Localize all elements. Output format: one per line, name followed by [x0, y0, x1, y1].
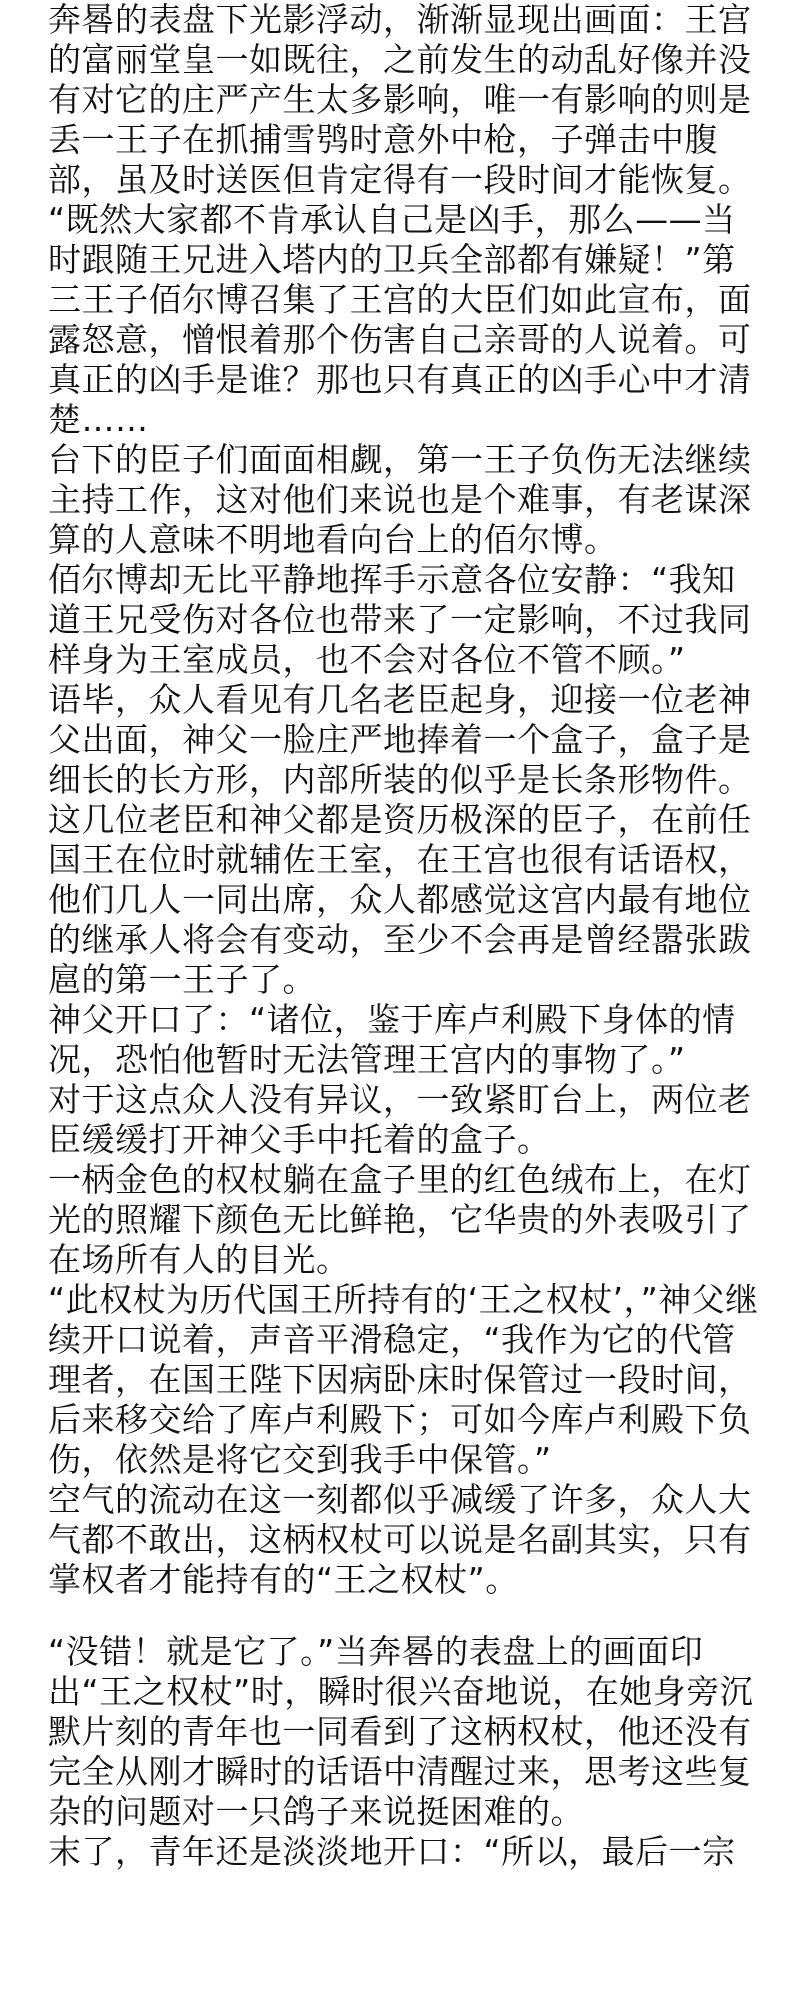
paragraph: “此权杖为历代国王所持有的‘王之权杖’，”神父继续开口说着，声音平滑稳定，“我作为它的代管理者，在国王陛下因病卧床时保管过一段时间，后来移交给了库卢利殿下；可如今库卢利殿下负伤，依然是将它交到我手中保管。” [48, 1280, 759, 1479]
paragraph: 神父开口了：“诸位，鉴于库卢利殿下身体的情况，恐怕他暂时无法管理王宫内的事物了。” [48, 1000, 736, 1079]
paragraph: “没错！就是它了。”当奔晷的表盘上的画面印出“王之权杖”时，瞬时很兴奋地说，在她身旁沉默片刻的青年也一同看到了这柄权杖，他还没有完全从刚才瞬时的话语中清醒过来，思考这些复杂的问题对一只鸽子来说挺困难的。 [48, 1632, 754, 1831]
paragraph: 语毕，众人看见有几名老臣起身，迎接一位老神父出面，神父一脸庄严地捧着一个盒子，盒子是细长的长方形，内部所装的似乎是长条形物件。 [48, 680, 752, 799]
paragraph: 一柄金色的权杖躺在盒子里的红色绒布上，在灯光的照耀下颜色无比鲜艳，它华贵的外表吸引了在场所有人的目光。 [48, 1160, 752, 1279]
story-text [48, 0, 768, 1872]
paragraph: 台下的臣子们面面相觑，第一王子负伤无法继续主持工作，这对他们来说也是个难事，有老谋深算的人意味不明地看向台上的佰尔博。 [48, 440, 752, 559]
paragraph: 对于这点众人没有异议，一致紧盯台上，两位老臣缓缓打开神父手中托着的盒子。 [48, 1080, 752, 1159]
paragraph: 空气的流动在这一刻都似乎减缓了许多，众人大气都不敢出，这柄权杖可以说是名副其实，只有掌权者才能持有的“王之权杖”。 [48, 1480, 752, 1599]
paragraph: “既然大家都不肯承认自己是凶手，那么——当时跟随王兄进入塔内的卫兵全部都有嫌疑！”第三王子佰尔博召集了王宫的大臣们如此宣布，面露怒意，憎恨着那个伤害自己亲哥的人说着。可真正的凶手是谁？那也只有真正的凶手心中才清楚…… [48, 200, 752, 439]
paragraph: 末了，青年还是淡淡地开口：“所以，最后一宗 [48, 1832, 736, 1871]
paragraph: 佰尔博却无比平静地挥手示意各位安静：“我知道王兄受伤对各位也带来了一定影响，不过我同样身为王室成员，也不会对各位不管不顾。” [48, 560, 752, 679]
paragraph: 奔晷的表盘下光影浮动，渐渐显现出画面：王宫的富丽堂皇一如既往，之前发生的动乱好像并没有对它的庄严产生太多影响，唯一有影响的则是丢一王子在抓捕雪鸮时意外中枪，子弹击中腹部，虽及时送医但肯定得有一段时间才能恢复。 [48, 0, 752, 199]
paragraph: 这几位老臣和神父都是资历极深的臣子，在前任国王在位时就辅佐王室，在王宫也很有话语权，他们几人一同出席，众人都感觉这宫内最有地位的继承人将会有变动，至少不会再是曾经嚣张跋扈的第一王子了。 [48, 800, 752, 999]
